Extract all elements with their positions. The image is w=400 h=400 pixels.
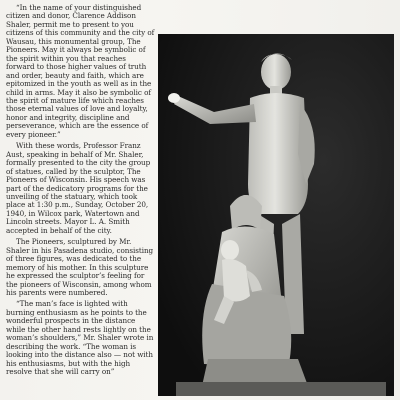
article-paragraph: “The man’s face is lighted with burning enthusiasm as he points to the wonderful prospects in the distance while the other hand rests lightly on the woman’s shoulders,” Mr. Shaler wrote in describing the work. “The woman is looking into the distance also — not with his enthusiasms, but with the high resolve that she will carry on” — [6, 299, 154, 377]
article-paragraph: “In the name of your distinguished citizen and donor, Clarence Addison Shaler, permit me to present to you citizens of this community and the city of Wausau, this monumental group, The Pioneers. May it always be symbolic of the spirit within you that reaches forward to those higher values of truth and order, beauty and faith, which are epitomized in the youth as well as in the child in arms. May it also be symbolic of the spirit of mature life which reaches those eternal values of love and loyalty, honor and integrity, discipline and perseverance, which are the essence of every pioneer.” — [6, 3, 155, 139]
article-paragraph: With these words, Professor Franz Aust, speaking in behalf of Mr. Shaler, formally presented to the city the group of statues, called by the sculptor, The Pioneers of Wisconsin. His speech was part of the dedicatory programs for the unveiling of the statuary, which took place at 1:30 p.m., Sunday, October 20, 1940, in Wilcox park, Watertown and Lincoln streets. Mayor L. A. Smith accepted in behalf of the city. — [6, 141, 151, 235]
pioneers-sculpture-illustration — [158, 34, 394, 396]
pedestal — [176, 382, 386, 396]
sculpture-photo — [158, 34, 394, 396]
article-column — [6, 4, 156, 376]
article-paragraph: The Pioneers, sculptured by Mr. Shaler in his Pasadena studio, consisting of three figures, was dedicated to the memory of his mother. In this sculpture he expressed the sculptor’s feeling for the pioneers of Wisconsin, among whom his parents were numbered. — [6, 237, 154, 297]
